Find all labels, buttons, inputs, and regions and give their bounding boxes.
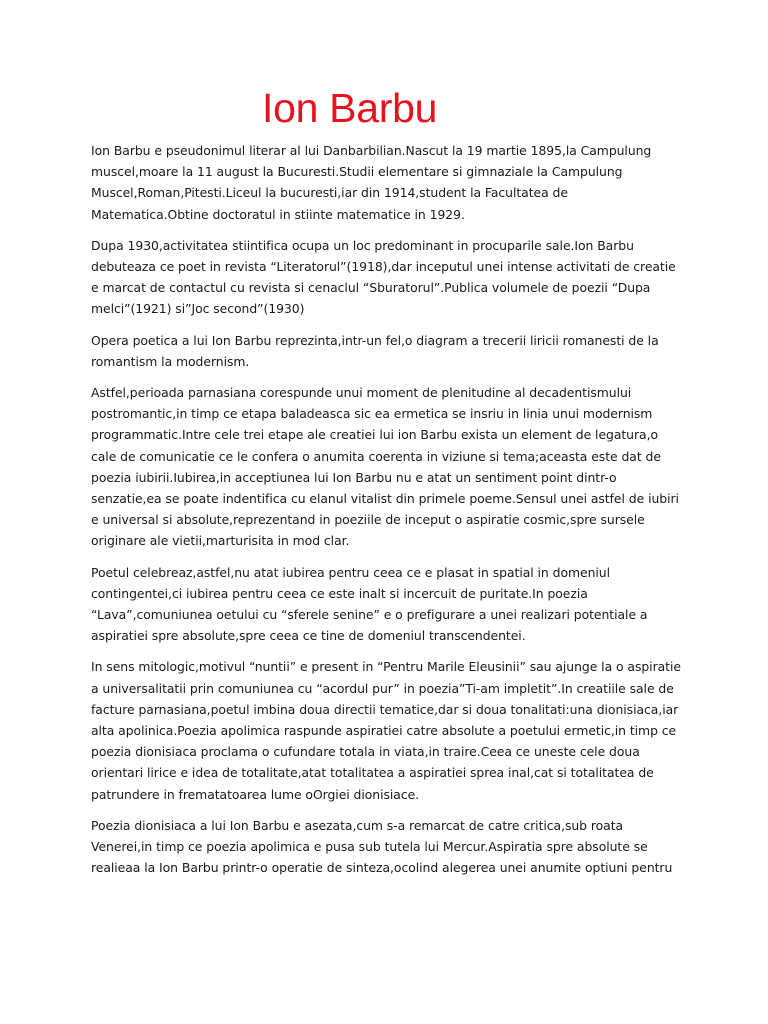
paragraph-biography: Ion Barbu e pseudonimul literar al lui Danbarbilian.Nascut la 19 martie 1895,la Campulung muscel,moare la 11 august la Bucuresti.Studii elementare si gimnaziale la Campulung Muscel,Roman,Pitesti.Liceul la bucuresti,iar din 1914,student la Facultatea de Matematica.Obtine doctoratul in stiinte matematice in 1929. (91, 143, 652, 222)
paragraph-dionysian: Poezia dionisiaca a lui Ion Barbu e asezata,cum s-a remarcat de catre critica,sub roata Venerei,in timp ce poezia apolimica e pusa sub tutela lui Mercur.Aspiratia spre absolute se realieaa la Ion Barbu printr-o operatie de sinteza,ocolind alegerea unei anumite optiuni pentru (91, 817, 673, 876)
paragraph-mythology: In sens mitologic,motivul “nuntii” e present in “Pentru Marile Eleusinii” sau ajunge la o aspiratie a universalitatii prin comuniunea cu “acordul pur” in poezia”Ti-am impletit”.In creatiile sale de facture parnasiana,poetul imbina doua directii tematice,dar si doua tonalitati:una dionisiaca,iar alta apolinica.Poezia apolimica raspunde aspiratiei catre absolute a poetului ermetic,in timp ce poezia dionisiaca proclama o cufundare totala in viata,in traire.Ceea ce uneste cele doua orientari lirice e idea de totalitate,atat totalitatea a aspiratiei sprea inal,cat si totalitatea de patrundere in frematatoarea lume oOrgiei dionisiace. (91, 659, 681, 802)
paragraph-love-theme: Poetul celebreaz,astfel,nu atat iubirea pentru ceea ce e plasat in spatial in domeniul contingentei,ci iubirea pentru ceea ce este inalt si incercuit de puritate.In poezia “Lava”,comuniunea oetului cu “sferele senine” e o prefigurare a unei realizari potentiale a aspiratiei spre absolute,spre ceea ce tine de domeniul transcendentei. (91, 564, 648, 644)
paragraph-debut: Dupa 1930,activitatea stiintifica ocupa un loc predominant in procuparile sale.Ion Barbu debuteaza ce poet in revista “Literatorul”(1918),dar inceputul unei intense activitati de creatie e marcat de contactul cu revista si cenaclul “Sburatorul”.Publica volumele de poezii “Dupa melci”(1921) si”Joc second”(1930) (91, 237, 676, 317)
document-body (91, 140, 691, 889)
document-title: Ion Barbu (262, 85, 438, 131)
paragraph-poetic-work: Opera poetica a lui Ion Barbu reprezinta,intr-un fel,o diagram a trecerii liricii romanesti de la romantism la modernism. (91, 332, 659, 369)
paragraph-periods: Astfel,perioada parnasiana corespunde unui moment de plenitudine al decadentismului postromantic,in timp ce etapa baladeasca sic ea ermetica se insriu in linia unui modernism programmatic.Intre cele trei etape ale creatiei lui ion Barbu exista un element de legatura,o cale de comunicatie ce le confera o anumita coerenta in viziune si tema;aceasta este dat de poezia iubirii.Iubirea,in acceptiunea lui Ion Barbu nu e atat un sentiment point dintr-o senzatie,ea se poate indentifica cu elanul vitalist din primele poeme.Sensul unei astfel de iubiri e universal si absolute,reprezentand in poeziile de inceput o aspiratie cosmic,spre sursele originare ale vietii,marturisita in mod clar. (91, 385, 679, 549)
